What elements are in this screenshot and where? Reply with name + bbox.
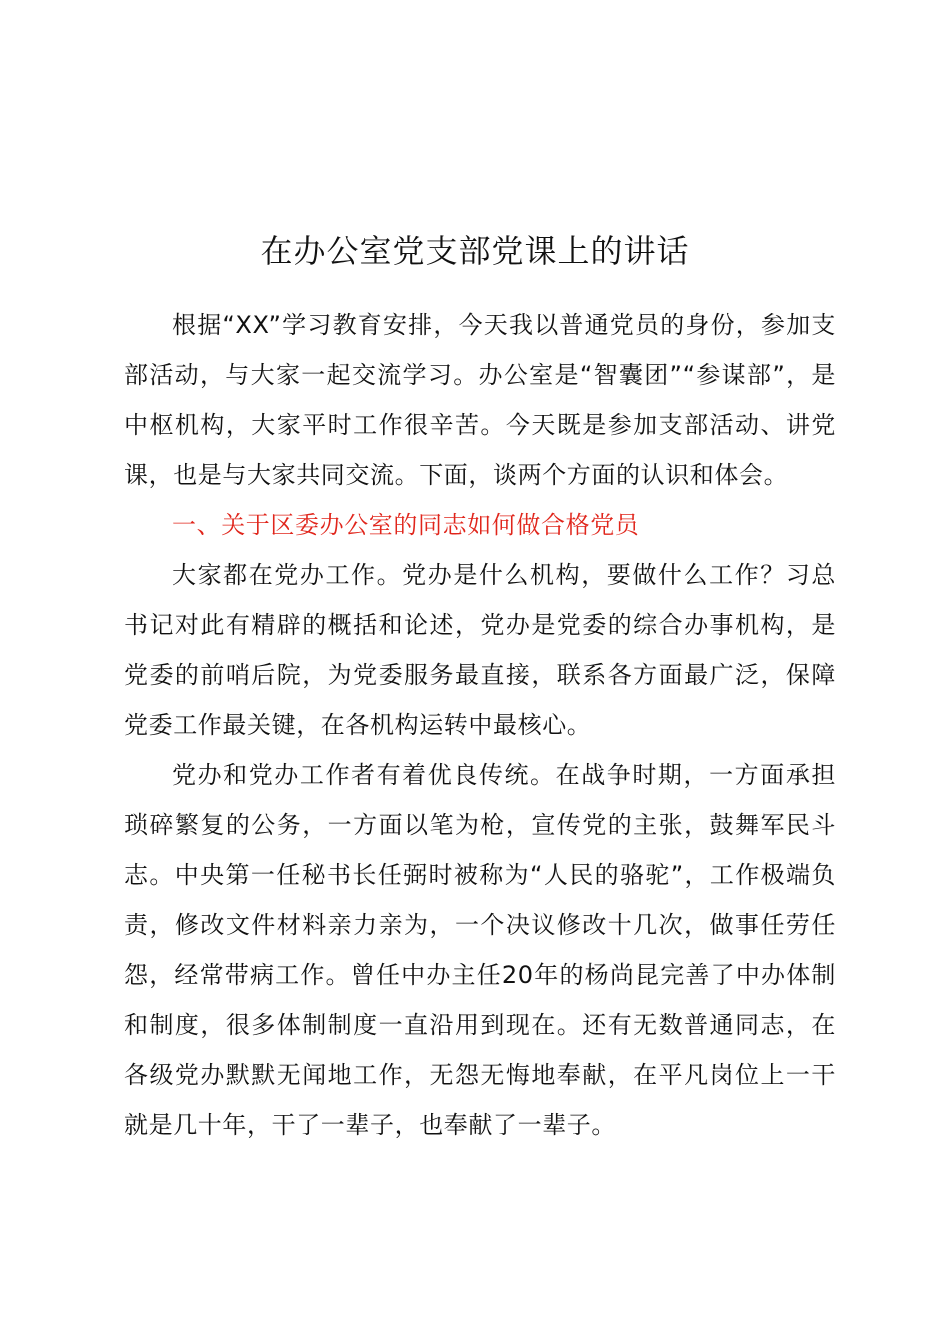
- document-body: [124, 300, 836, 1150]
- section-paragraph-2: 党办和党办工作者有着优良传统。在战争时期，一方面承担琐碎繁复的公务，一方面以笔为枪，宣传党的主张，鼓舞军民斗志。中央第一任秘书长任弼时被称为“人民的骆驼”，工作极端负责，修改文件材料亲力亲为，一个决议修改十几次，做事任劳任怨，经常带病工作。曾任中办主任20年的杨尚昆完善了中办体制和制度，很多体制制度一直沿用到现在。还有无数普通同志，在各级党办默默无闻地工作，无怨无悔地奉献，在平凡岗位上一干就是几十年，干了一辈子，也奉献了一辈子。: [124, 761, 836, 1139]
- intro-paragraph: 根据“XX”学习教育安排，今天我以普通党员的身份，参加支部活动，与大家一起交流学习。办公室是“智囊团”“参谋部”，是中枢机构，大家平时工作很辛苦。今天既是参加支部活动、讲党课，也是与大家共同交流。下面，谈两个方面的认识和体会。: [124, 311, 836, 489]
- document-title: 在办公室党支部党课上的讲话: [260, 232, 690, 270]
- section-heading: 一、关于区委办公室的同志如何做合格党员: [172, 511, 640, 539]
- section-paragraph-1: 大家都在党办工作。党办是什么机构，要做什么工作？习总书记对此有精辟的概括和论述，党办是党委的综合办事机构，是党委的前哨后院，为党委服务最直接，联系各方面最广泛，保障党委工作最关键，在各机构运转中最核心。: [124, 561, 836, 739]
